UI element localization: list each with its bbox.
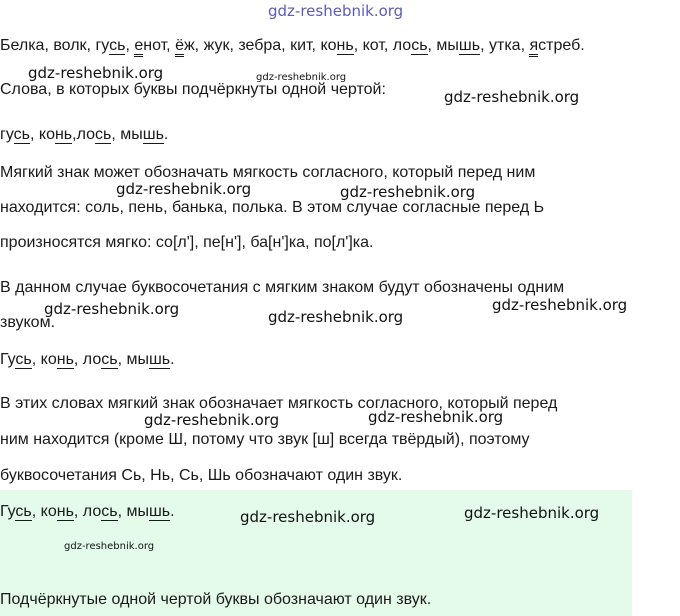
one-sound-note-line-2: звуком. <box>0 314 56 331</box>
watermark: gdz-reshebnik.org <box>28 64 164 82</box>
explanation-line-2: ним находится (кроме Ш, потому что звук [ш] всегда твёрдый), поэтому <box>0 431 530 448</box>
site-header-link[interactable]: gdz-reshebnik.org <box>268 2 404 20</box>
watermark: gdz-reshebnik.org <box>268 308 404 326</box>
watermark: gdz-reshebnik.org <box>368 408 504 426</box>
watermark: gdz-reshebnik.org <box>64 541 155 552</box>
watermark: gdz-reshebnik.org <box>464 504 600 522</box>
soft-sign-explanation-line-3: произносятся мягко: со[л'], пе[н'], ба[н']ка, по[л']ка. <box>0 234 374 251</box>
single-underline-intro: Слова, в которых буквы подчёркнуты одной чертой: <box>0 81 386 98</box>
watermark: gdz-reshebnik.org <box>44 300 180 318</box>
watermark: gdz-reshebnik.org <box>256 72 347 83</box>
watermark: gdz-reshebnik.org <box>240 508 376 526</box>
soft-sign-explanation-line-1: Мягкий знак может обозначать мягкость согласного, который перед ним <box>0 164 536 181</box>
conclusion-line: Подчёркнутые одной чертой буквы обозначают один звук. <box>0 591 432 608</box>
one-sound-note-line-1: В данном случае буквосочетания с мягким знаком будут обозначены одним <box>0 279 565 296</box>
watermark: gdz-reshebnik.org <box>492 296 628 314</box>
words-repeat-2: Гусь, конь, лось, мышь. <box>0 503 175 520</box>
words-repeat-1: Гусь, конь, лось, мышь. <box>0 351 175 368</box>
watermark: gdz-reshebnik.org <box>144 411 280 429</box>
word-list-line: Белка, волк, гусь, енот, ёж, жук, зебра, кит, конь, кот, лось, мышь, утка, ястреб. <box>0 36 585 56</box>
watermark: gdz-reshebnik.org <box>340 183 476 201</box>
watermark: gdz-reshebnik.org <box>116 180 252 198</box>
explanation-line-1: В этих словах мягкий знак обозначает мягкость согласного, который перед <box>0 395 558 412</box>
explanation-line-3: буквосочетания Сь, Нь, Сь, Шь обозначают один звук. <box>0 467 403 484</box>
single-underline-words: гусь, конь,лось, мышь. <box>0 126 169 143</box>
soft-sign-explanation-line-2: находится: соль, пень, банька, полька. В этом случае согласные перед Ь <box>0 199 545 216</box>
watermark: gdz-reshebnik.org <box>444 88 580 106</box>
